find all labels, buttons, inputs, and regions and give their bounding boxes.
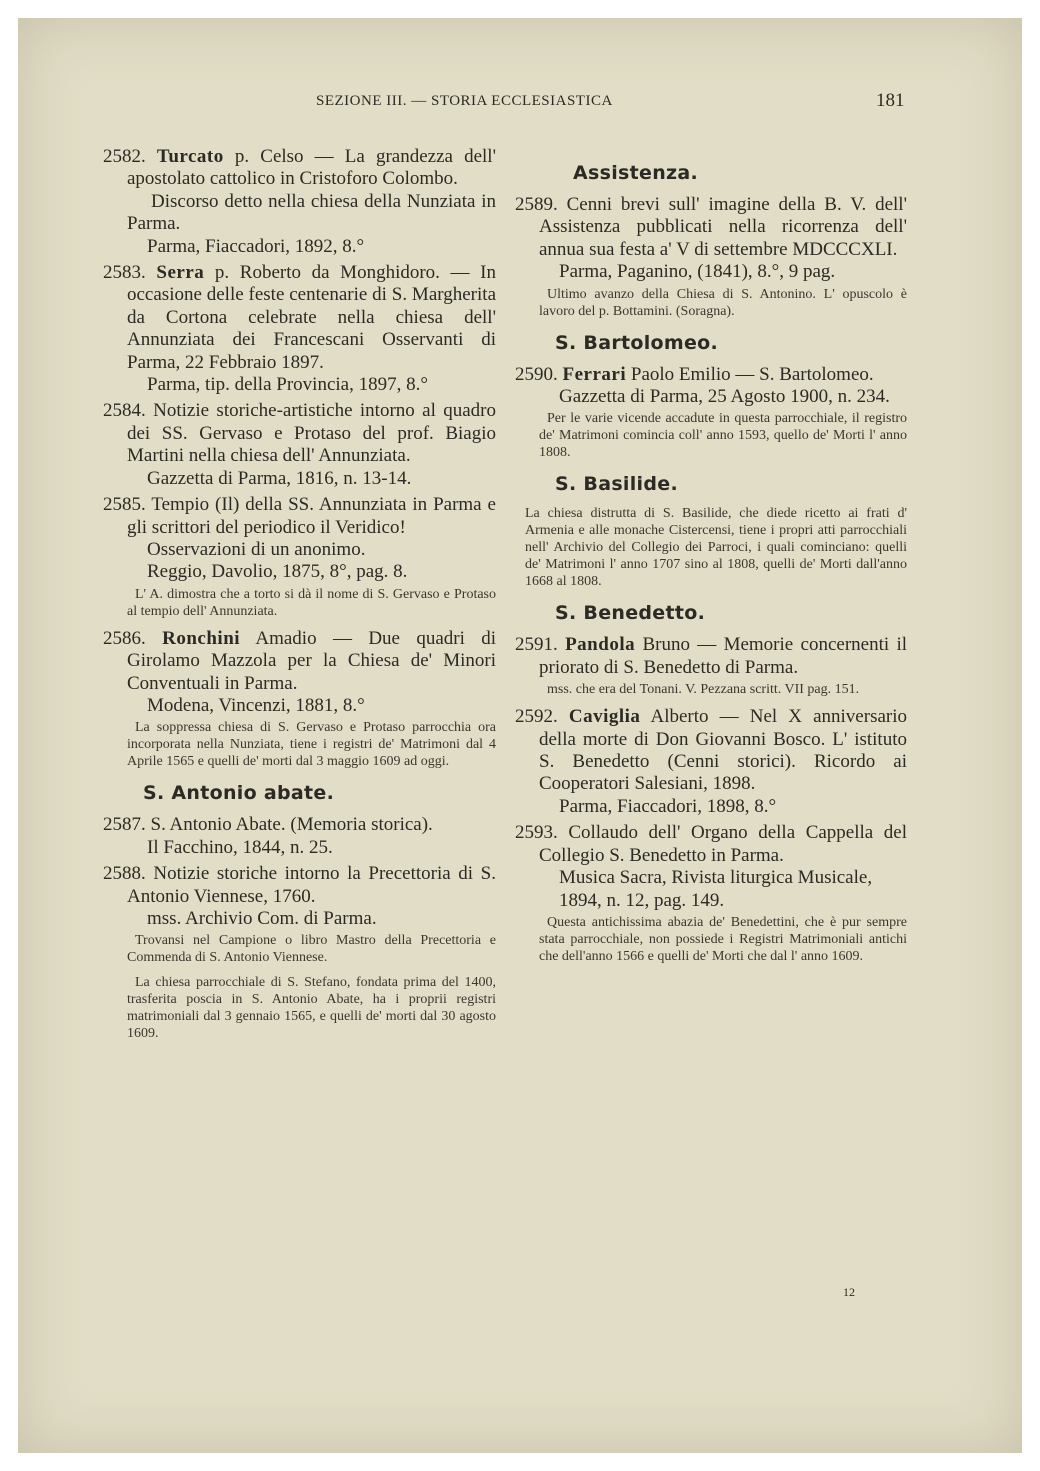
entry-number: 2582.: [103, 146, 146, 167]
entry-number: 2583.: [103, 262, 146, 284]
entry-publication: Parma, tip. della Provincia, 1897, 8.°: [147, 374, 428, 396]
signature-mark: 12: [843, 1285, 855, 1299]
entry-number: 2590.: [515, 363, 558, 385]
entry-text: Notizie storiche-artistiche intorno al quadro dei SS. Gervaso e Protaso del prof. Biagio Martini nella chiesa dell' Annunziata.: [127, 400, 497, 467]
entry-author: Caviglia: [568, 706, 641, 728]
entry-text: Tempio (Il) della SS. Annunziata in Parma e gli scrittori del periodico il Veridico!: [127, 494, 496, 538]
entry-publication: Parma, Paganino, (1841), 8.°, 9 pag.: [559, 261, 836, 283]
entry-2582: [103, 146, 496, 258]
entry-note: Trovansi nel Campione o libro Mastro della Precettoria e Commenda di S. Antonio Viennese.: [127, 933, 496, 966]
entry-subtitle: Osservazioni di un anonimo.: [147, 538, 366, 560]
entry-note: L' A. dimostra che a torto si dà il nome di S. Gervaso e Protaso al tempio dell' Annunziata.: [127, 586, 496, 619]
entry-publication: Gazzetta di Parma, 25 Agosto 1900, n. 234.: [559, 386, 890, 408]
entry-publication: mss. Archivio Com. di Parma.: [147, 907, 377, 929]
entry-note: La soppressa chiesa di S. Gervaso e Protaso parrocchia ora incorporata nella Nunziata, tiene i registri de' Matrimoni dal 4 Aprile 1565 e quelli de' morti dal 3 maggio 1609 ad oggi.: [127, 720, 496, 770]
entry-number: 2591.: [515, 634, 558, 656]
page-number: 181: [876, 90, 905, 111]
entry-author: Serra: [156, 262, 205, 284]
entry-2583: [103, 262, 496, 396]
entry-text: Paolo Emilio — S. Bartolomeo.: [630, 363, 874, 385]
entry-2590: [515, 364, 907, 462]
entry-2593: [515, 822, 907, 965]
entry-publication: Musica Sacra, Rivista liturgica Musicale, 1894, n. 12, pag. 149.: [559, 867, 873, 911]
entry-number: 2592.: [515, 706, 558, 728]
basilide-note: La chiesa distrutta di S. Basilide, che diede ricetto ai frati d' Armenia e alle monache Cistercensi, tiene i propri atti parrocchiali nell' Archivio del Collegio dei Parroci, i quali cominciano: quelli de' Matrimoni l' anno 1707 sino al 1808, quelli de' Morti dall'anno 1668 al 1808.: [525, 506, 907, 590]
entry-author: Pandola: [565, 634, 636, 656]
entry-publication: Parma, Fiaccadori, 1892, 8.°: [147, 235, 365, 257]
entry-number: 2584.: [103, 400, 146, 422]
section-heading-bartolomeo: S. Bartolomeo.: [555, 331, 719, 354]
entry-note-secondary: La chiesa parrocchiale di S. Stefano, fondata prima del 1400, trasferita poscia in S. Antonio Abate, ha i proprii registri matrimoniali dal 3 gennaio 1565, e quelli de' morti dal 30 agosto 1609.: [127, 975, 496, 1042]
entry-2584: [103, 400, 496, 490]
entry-2585: [103, 494, 496, 620]
entry-number: 2589.: [515, 194, 558, 215]
right-column: [515, 146, 907, 973]
entry-text: S. Antonio Abate. (Memoria storica).: [150, 814, 433, 836]
entry-text: p. Celso — La grandezza dell' apostolato cattolico in Cristoforo Colombo.: [127, 146, 497, 190]
page-header: [0, 90, 1040, 117]
entry-subtitle: Discorso detto nella chiesa della Nunziata in Parma.: [127, 190, 496, 235]
entry-2586: [103, 628, 496, 771]
entry-publication: Gazzetta di Parma, 1816, n. 13-14.: [147, 467, 412, 489]
entry-number: 2585.: [103, 494, 146, 516]
entry-note: Per le varie vicende accadute in questa parrocchiale, il registro de' Matrimoni comincia coll' anno 1593, quello de' Morti l' anno 1808.: [539, 411, 907, 461]
entry-2591: [515, 634, 907, 698]
section-heading-benedetto: S. Benedetto.: [555, 602, 706, 625]
entry-note: Ultimo avanzo della Chiesa di S. Antonino. L' opuscolo è lavoro del p. Bottamini. (Soragna).: [539, 286, 907, 319]
entry-number: 2587.: [103, 814, 146, 836]
section-heading-assistenza: Assistenza.: [573, 162, 699, 184]
entry-2592: [515, 706, 907, 818]
entry-text: Notizie storiche intorno la Precettoria di S. Antonio Viennese, 1760.: [127, 863, 496, 907]
entry-publication: Modena, Vincenzi, 1881, 8.°: [147, 694, 365, 716]
entry-text: Cenni brevi sull' imagine della B. V. dell' Assistenza pubblicati nella ricorrenza dell' annua sua festa a' V di settembre MDCCCXLI.: [539, 194, 907, 260]
entry-text: Alberto — Nel X anniversario della morte di Don Giovanni Bosco. L' istituto S. Benedetto (Cenni storici). Ricordo ai Cooperatori Salesiani, 1898.: [539, 706, 907, 795]
entry-note: Questa antichissima abazia de' Benedettini, che è pur sempre stata parrocchiale, non possiede i Registri Matrimoniali antichi che dell'anno 1566 e quelli de' Morti che dal l' anno 1609.: [539, 914, 907, 964]
section-heading-antonio: S. Antonio abate.: [143, 782, 335, 805]
left-column: [103, 146, 496, 1050]
entry-number: 2586.: [103, 627, 146, 649]
entry-text: Amadio — Due quadri di Girolamo Mazzola per la Chiesa de' Minori Conventuali in Parma.: [127, 627, 497, 694]
entry-publication: Reggio, Davolio, 1875, 8°, pag. 8.: [147, 561, 408, 583]
entry-number: 2593.: [515, 822, 558, 844]
entry-publication: Parma, Fiaccadori, 1898, 8.°: [559, 795, 777, 817]
entry-2587: [103, 814, 496, 859]
section-heading-basilide: S. Basilide.: [555, 473, 678, 496]
entry-2589: [515, 194, 907, 320]
entry-note: mss. che era del Tonani. V. Pezzana scritt. VII pag. 151.: [547, 682, 860, 698]
entry-author: Ronchini: [162, 627, 241, 649]
running-title: SEZIONE III. — STORIA ECCLESIASTICA: [316, 93, 613, 109]
entry-2588: [103, 863, 496, 1042]
entry-text: Collaudo dell' Organo della Cappella del Collegio S. Benedetto in Parma.: [539, 822, 907, 866]
entry-author: Turcato: [156, 146, 224, 167]
entry-author: Ferrari: [562, 363, 627, 385]
entry-text: p. Roberto da Monghidoro. — In occasione delle feste centenarie di S. Margherita da Cortona celebrate nella chiesa dell' Annunziata dei Francescani Osservanti di Parma, 22 Febbraio 1897.: [127, 262, 497, 373]
entry-text: Bruno — Memorie concernenti il priorato di S. Benedetto di Parma.: [539, 634, 908, 678]
entry-number: 2588.: [103, 863, 146, 885]
entry-publication: Il Facchino, 1844, n. 25.: [147, 836, 333, 858]
